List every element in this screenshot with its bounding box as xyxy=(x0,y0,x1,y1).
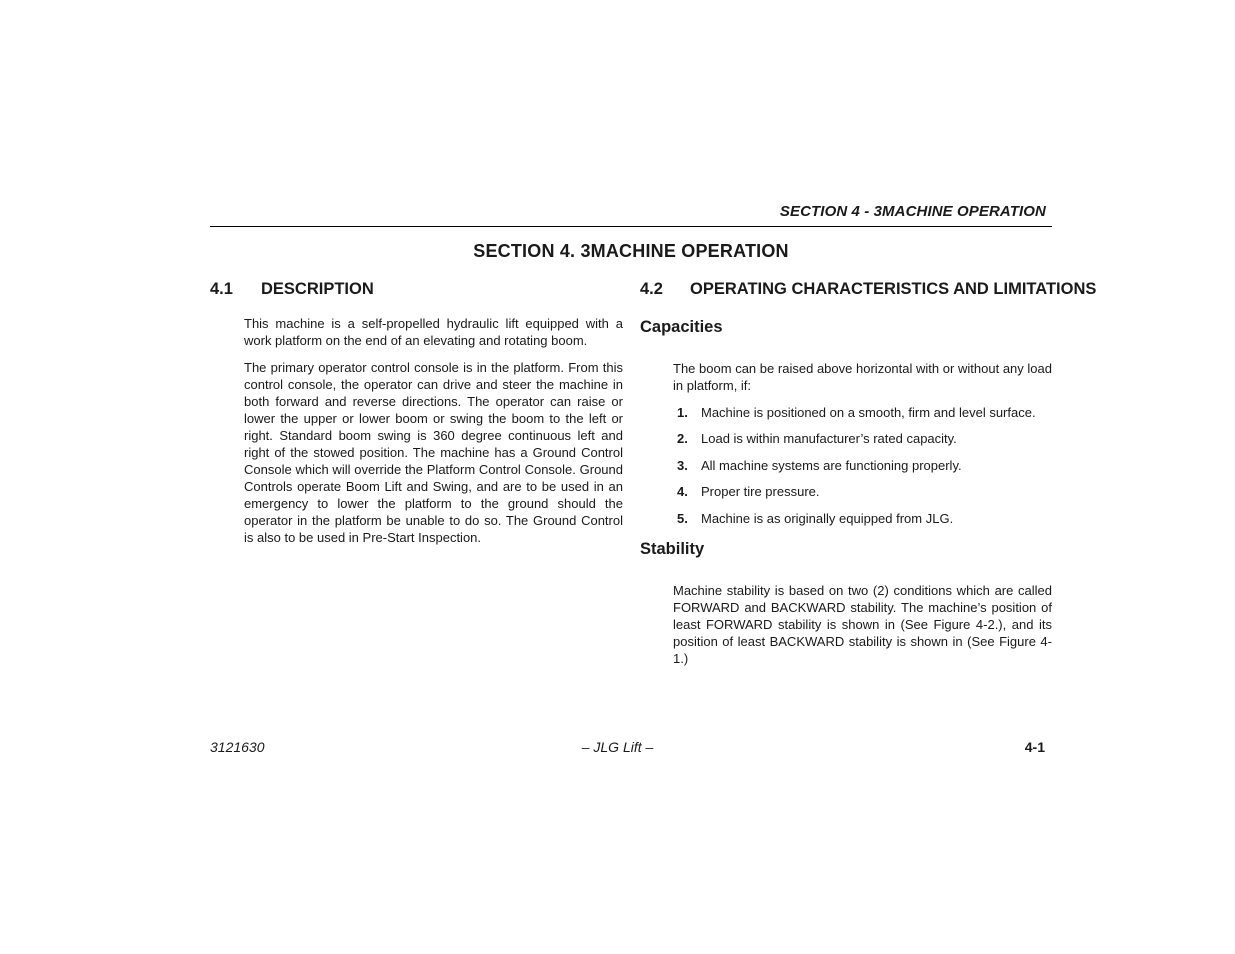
running-header: SECTION 4 - 3MACHINE OPERATION xyxy=(779,203,1046,220)
list-item-number: 2. xyxy=(677,431,688,446)
list-item-number: 1. xyxy=(677,405,688,420)
subheading-capacities: Capacities xyxy=(640,318,723,336)
list-item-text: Proper tire pressure. xyxy=(701,484,820,499)
list-item-number: 5. xyxy=(677,511,688,526)
heading-number: 4.2 xyxy=(640,280,663,298)
list-item-number: 3. xyxy=(677,458,688,473)
header-rule xyxy=(210,226,1052,227)
subheading-stability: Stability xyxy=(640,540,705,558)
list-item-text: Machine is positioned on a smooth, firm and level surface. xyxy=(701,405,1036,420)
list-item-number: 4. xyxy=(677,484,688,499)
heading-text: OPERATING CHARACTERISTICS AND LIMITATIONS xyxy=(690,280,1097,298)
capacities-intro: The boom can be raised above horizontal with or without any load in platform, if: xyxy=(673,361,1052,393)
section-title: SECTION 4. 3MACHINE OPERATION xyxy=(473,241,789,261)
heading-description xyxy=(210,280,374,299)
list-item-text: All machine systems are functioning properly. xyxy=(701,458,962,473)
description-paragraph-1: This machine is a self-propelled hydraulic lift equipped with a work platform on the end of an elevating and rotating boom. xyxy=(244,316,623,348)
footer-doc-number: 3121630 xyxy=(210,739,265,755)
list-item-text: Machine is as originally equipped from JLG. xyxy=(701,511,954,526)
footer-center: – JLG Lift – xyxy=(581,739,654,755)
heading-number: 4.1 xyxy=(210,280,233,298)
description-paragraph-2: The primary operator control console is in the platform. From this control console, the operator can drive and steer the machine in both forward and reverse directions. The operator can raise or lower the upper or lower boom or swing the boom to the left or right. Standard boom swing is 360 degree continuous left and right of the stowed position. The machine has a Ground Control Console which will override the Platform Control Console. Ground Controls operate Boom Lift and Swing, and are to be used in an emergency to lower the platform to the ground should the operator in the platform be unable to do so. The Ground Control is also to be used in Pre-Start Inspection. xyxy=(244,360,623,545)
footer-page-number: 4-1 xyxy=(1024,739,1045,755)
stability-paragraph: Machine stability is based on two (2) conditions which are called FORWARD and BACKWARD stability. The machine’s position of least FORWARD stability is shown in (See Figure 4-2.), and its position of least BACKWARD stability is shown in (See Figure 4-1.) xyxy=(673,583,1052,666)
heading-operating-characteristics xyxy=(640,280,1096,299)
list-item-text: Load is within manufacturer’s rated capacity. xyxy=(701,431,957,446)
heading-text: DESCRIPTION xyxy=(261,280,374,298)
